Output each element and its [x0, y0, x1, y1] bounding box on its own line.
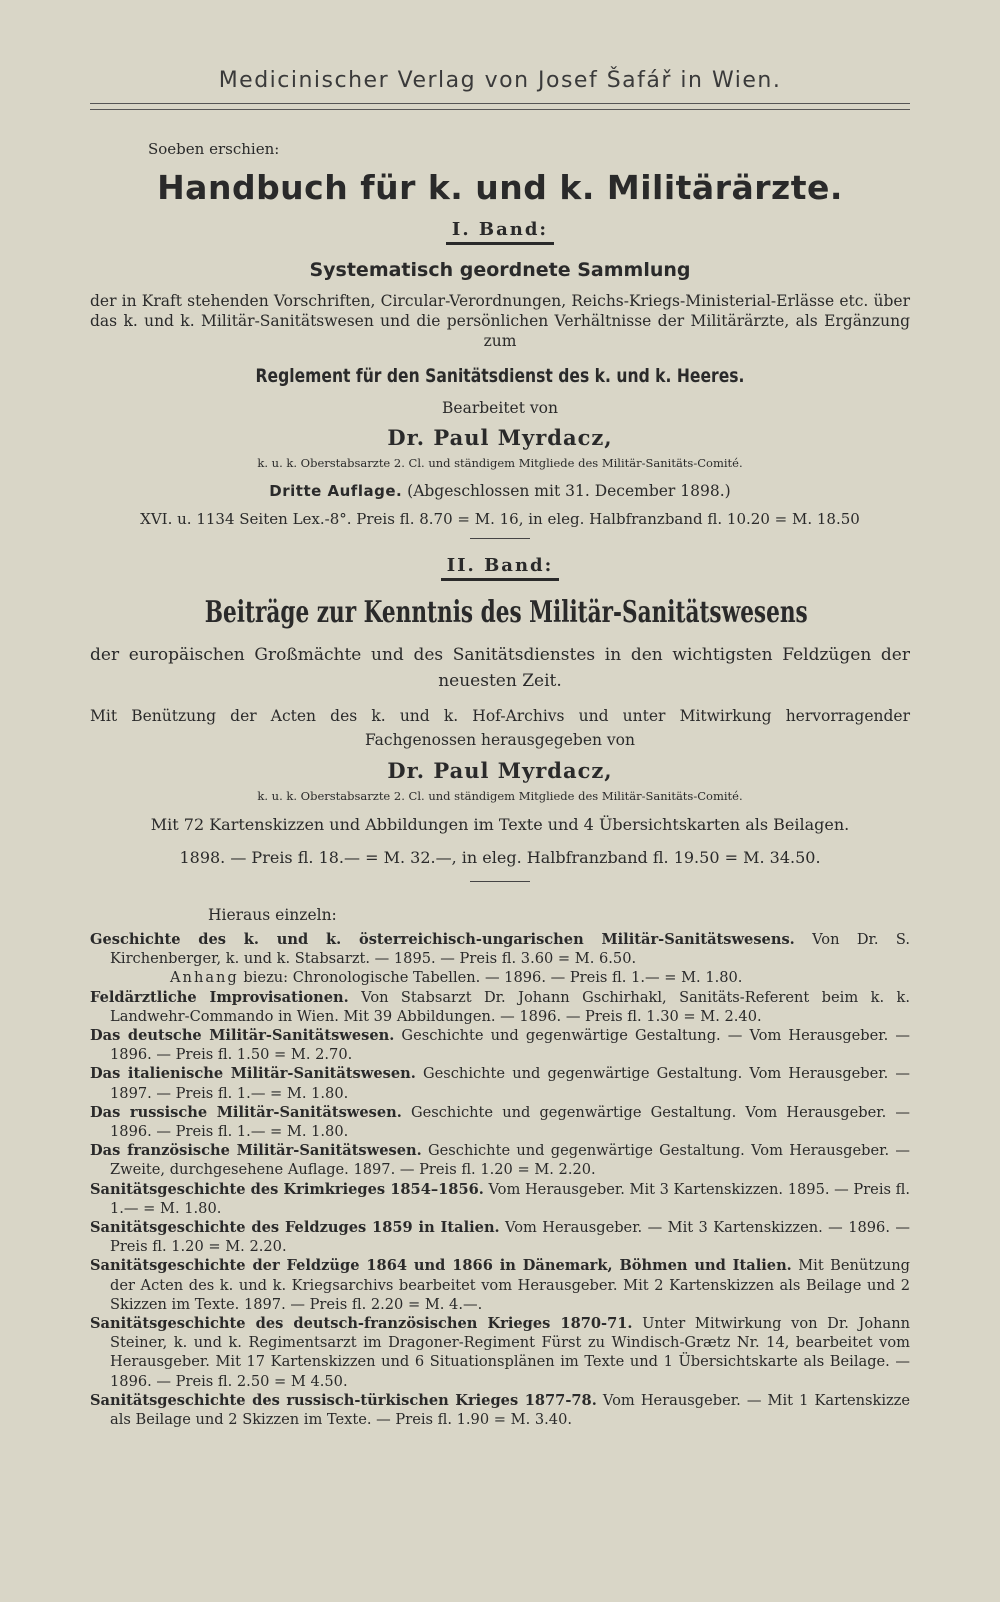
band2-label: II. Band:	[441, 555, 560, 581]
list-item	[90, 1314, 910, 1391]
band1-label: I. Band:	[446, 219, 554, 245]
entry-title: Sanitätsgeschichte des Krimkrieges 1854–1856.	[90, 1180, 484, 1198]
entry-details: Vom Herausgeber. — Mit 1 Kartenskizze als Beilage und 2 Skizzen im Texte. — Preis fl. 1.90 = M. 3.40.	[110, 1391, 911, 1429]
band1-title: Handbuch für k. und k. Militärärzte.	[157, 168, 843, 207]
band1-edition	[90, 482, 910, 500]
entry-details: Vom Herausgeber. Mit 3 Kartenskizzen. 1895. — Preis fl. 1.— = M. 1.80.	[110, 1180, 910, 1217]
band1-edited-by: Bearbeitet von	[442, 399, 558, 417]
band2-sources: Mit Benützung der Acten des k. und k. Hof-Archivs und unter Mitwirkung hervorragender Fachgenossen herausgegeben von	[90, 707, 910, 749]
entries-list	[90, 930, 910, 1429]
band1-label-wrap	[90, 219, 910, 245]
entry-title: Das russische Militär-Sanitätswesen.	[90, 1103, 402, 1121]
section-divider-2	[470, 881, 530, 882]
entry-title: Das italienische Militär-Sanitätswesen.	[90, 1065, 416, 1083]
entry-details: Geschichte und gegenwärtige Gestaltung. Vom Herausgeber. — Zweite, durchgesehene Auflage. 1897. — Preis fl. 1.20 = M. 2.20.	[110, 1142, 910, 1179]
entry-title: Anhang	[170, 969, 239, 987]
header-double-rule	[90, 103, 910, 110]
list-item	[90, 1103, 910, 1141]
entry-title: Sanitätsgeschichte des Feldzuges 1859 in Italien.	[90, 1219, 500, 1237]
entry-details: Geschichte und gegenwärtige Gestaltung. — Vom Herausgeber. — 1896. — Preis fl. 1.50 = M. 2.70.	[110, 1027, 910, 1064]
entry-title: Geschichte des k. und k. österreichisch-ungarischen Militär-Sanitätswesens.	[90, 931, 795, 948]
band1-subtitle: Systematisch geordnete Sammlung	[309, 259, 691, 281]
entry-title: Feldärztliche Improvisationen.	[90, 988, 349, 1006]
band1-author-rank: k. u. k. Oberstabsarzte 2. Cl. und ständigem Mitgliede des Militär-Sanitäts-Comité.	[257, 456, 743, 470]
band1-edition-bold: Dritte Auflage.	[269, 482, 403, 500]
list-item	[90, 1180, 910, 1218]
band1-edition-rest: (Abgeschlossen mit 31. December 1898.)	[402, 482, 731, 500]
entry-title: Das französische Militär-Sanitätswesen.	[90, 1142, 422, 1160]
entry-details: Mit Benützung der Acten des k. und k. Kriegsarchivs bearbeitet vom Herausgeber. Mit 2 Kartenskizzen als Beilage und 2 Skizzen im Texte. 1897. — Preis fl. 2.20 = M. 4.—.	[110, 1257, 911, 1313]
band2-label-wrap	[90, 555, 910, 581]
list-item	[90, 1256, 910, 1314]
band2-maps: Mit 72 Kartenskizzen und Abbildungen im Texte und 4 Übersichtskarten als Beilagen.	[150, 815, 850, 834]
entry-title: Sanitätsgeschichte des deutsch-französischen Krieges 1870-71.	[90, 1315, 633, 1333]
section-divider	[470, 538, 530, 539]
band2-author: Dr. Paul Myrdacz,	[387, 758, 613, 783]
band1-description: der in Kraft stehenden Vorschriften, Circular-Verordnungen, Reichs-Kriegs-Ministerial-Erlässe etc. über das k. und k. Militär-Sanitätswesen und die persönlichen Verhältnisse der Militärärzte, als Ergänzung zum	[90, 292, 910, 350]
list-item	[90, 930, 910, 968]
list-item	[90, 1141, 910, 1179]
entry-details: Von Stabsarzt Dr. Johann Gschirhakl, Sanitäts-Referent beim k. k. Landwehr-Commando in Wien. Mit 39 Abbildungen. — 1896. — Preis fl. 1.30 = M. 2.40.	[110, 988, 910, 1025]
entry-details: biezu: Chronologische Tabellen. — 1896. — Preis fl. 1.— = M. 1.80.	[238, 969, 743, 987]
publisher-header: Medicinischer Verlag von Josef Šafář in Wien.	[218, 68, 782, 93]
entry-details: Unter Mitwirkung von Dr. Johann Steiner, k. und k. Regimentsarzt im Dragoner-Regiment Fürst zu Windisch-Grætz Nr. 14, bearbeitet vom Herausgeber. Mit 17 Kartenskizzen und 6 Situationsplänen im Texte und 1 Übersichtskarte als Beilage. — 1896. — Preis fl. 2.50 = M 4.50.	[110, 1315, 911, 1390]
entry-details: Vom Herausgeber. — Mit 3 Kartenskizzen. — 1896. — Preis fl. 1.20 = M. 2.20.	[110, 1219, 910, 1256]
list-item	[90, 1218, 910, 1256]
list-item	[90, 1026, 910, 1064]
band2-author-rank: k. u. k. Oberstabsarzte 2. Cl. und ständigem Mitgliede des Militär-Sanitäts-Comité.	[257, 789, 743, 803]
band2-description: der europäischen Großmächte und des Sanitätsdienstes in den wichtigsten Feldzügen der neuesten Zeit.	[90, 645, 910, 691]
entry-title: Sanitätsgeschichte der Feldzüge 1864 und 1866 in Dänemark, Böhmen und Italien.	[90, 1257, 792, 1275]
entry-details: Geschichte und gegenwärtige Gestaltung. Vom Herausgeber. — 1897. — Preis fl. 1.— = M. 1.80.	[110, 1065, 911, 1102]
entry-title: Sanitätsgeschichte des russisch-türkischen Krieges 1877-78.	[90, 1391, 597, 1409]
band1-intro: Soeben erschien:	[148, 140, 280, 158]
list-item	[90, 968, 910, 987]
band1-author: Dr. Paul Myrdacz,	[387, 425, 613, 450]
list-item	[90, 988, 910, 1026]
list-item	[90, 1391, 910, 1429]
band2-title: Beiträge zur Kenntnis des Militär-Sanitätswesens	[204, 595, 808, 630]
entry-title: Das deutsche Militär-Sanitätswesen.	[90, 1027, 395, 1045]
band1-price: XVI. u. 1134 Seiten Lex.-8°. Preis fl. 8.70 = M. 16, in eleg. Halbfranzband fl. 10.20 = M. 18.50	[140, 510, 860, 528]
entry-details: Von Dr. S. Kirchenberger, k. und k. Stabsarzt. — 1895. — Preis fl. 3.60 = M. 6.50.	[110, 931, 910, 968]
band1-reglement: Reglement für den Sanitätsdienst des k. und k. Heeres.	[255, 365, 745, 387]
list-item	[90, 1064, 910, 1102]
band2-price: 1898. — Preis fl. 18.— = M. 32.—, in eleg. Halbfranzband fl. 19.50 = M. 34.50.	[179, 848, 821, 867]
hieraus-heading: Hieraus einzeln:	[208, 906, 337, 924]
entry-details: Geschichte und gegenwärtige Gestaltung. Vom Herausgeber. — 1896. — Preis fl. 1.— = M. 1.80.	[110, 1103, 910, 1141]
